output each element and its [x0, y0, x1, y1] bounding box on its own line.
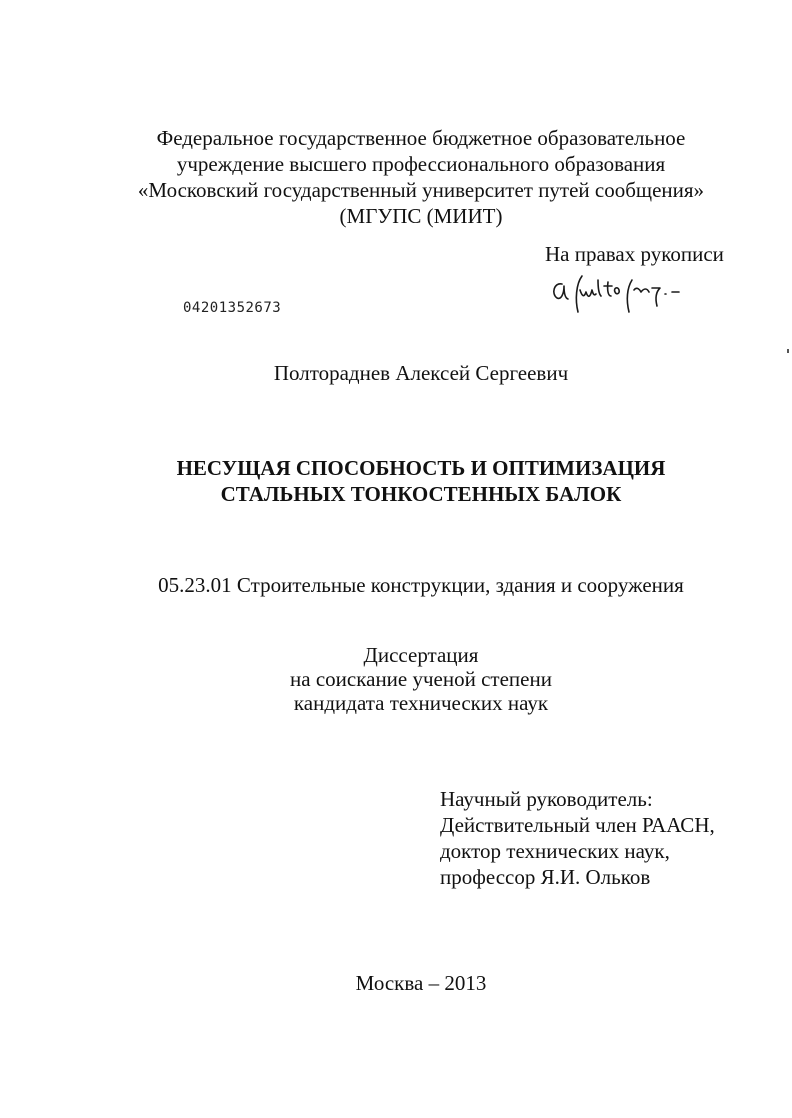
- document-code: 04201352673: [183, 300, 282, 316]
- organization-line-4: (МГУПС (МИИТ): [339, 204, 503, 228]
- organization-line-3: «Московский государственный университет путей сообщения»: [137, 178, 705, 202]
- supervisor-line-1: Действительный член РААСН,: [440, 813, 715, 837]
- supervisor-label: Научный руководитель:: [440, 787, 653, 811]
- dissertation-title: [0, 455, 792, 507]
- city-year: Москва – 2013: [355, 971, 487, 995]
- page-speck: [787, 349, 789, 353]
- manuscript-note: На правах рукописи: [545, 242, 724, 266]
- supervisor-line-2: доктор технических наук,: [440, 839, 670, 863]
- dissertation-degree: [0, 643, 792, 715]
- supervisor-block: [440, 786, 715, 890]
- dissertation-line-2: на соискание ученой степени: [290, 667, 552, 691]
- organization-header: [0, 125, 792, 229]
- author-name: Полтораднев Алексей Сергеевич: [273, 361, 569, 385]
- organization-line-1: Федеральное государственное бюджетное образовательное: [156, 126, 686, 150]
- supervisor-line-3: профессор Я.И. Ольков: [440, 865, 651, 889]
- title-line-2: СТАЛЬНЫХ ТОНКОСТЕННЫХ БАЛОК: [220, 482, 622, 506]
- dissertation-line-1: Диссертация: [363, 643, 479, 667]
- title-line-1: НЕСУЩАЯ СПОСОБНОСТЬ И ОПТИМИЗАЦИЯ: [176, 456, 666, 480]
- specialty-code: 05.23.01 Строительные конструкции, здания и сооружения: [158, 573, 684, 597]
- organization-line-2: учреждение высшего профессионального образования: [176, 152, 666, 176]
- handwritten-signature: [548, 268, 698, 328]
- dissertation-line-3: кандидата технических наук: [293, 691, 549, 715]
